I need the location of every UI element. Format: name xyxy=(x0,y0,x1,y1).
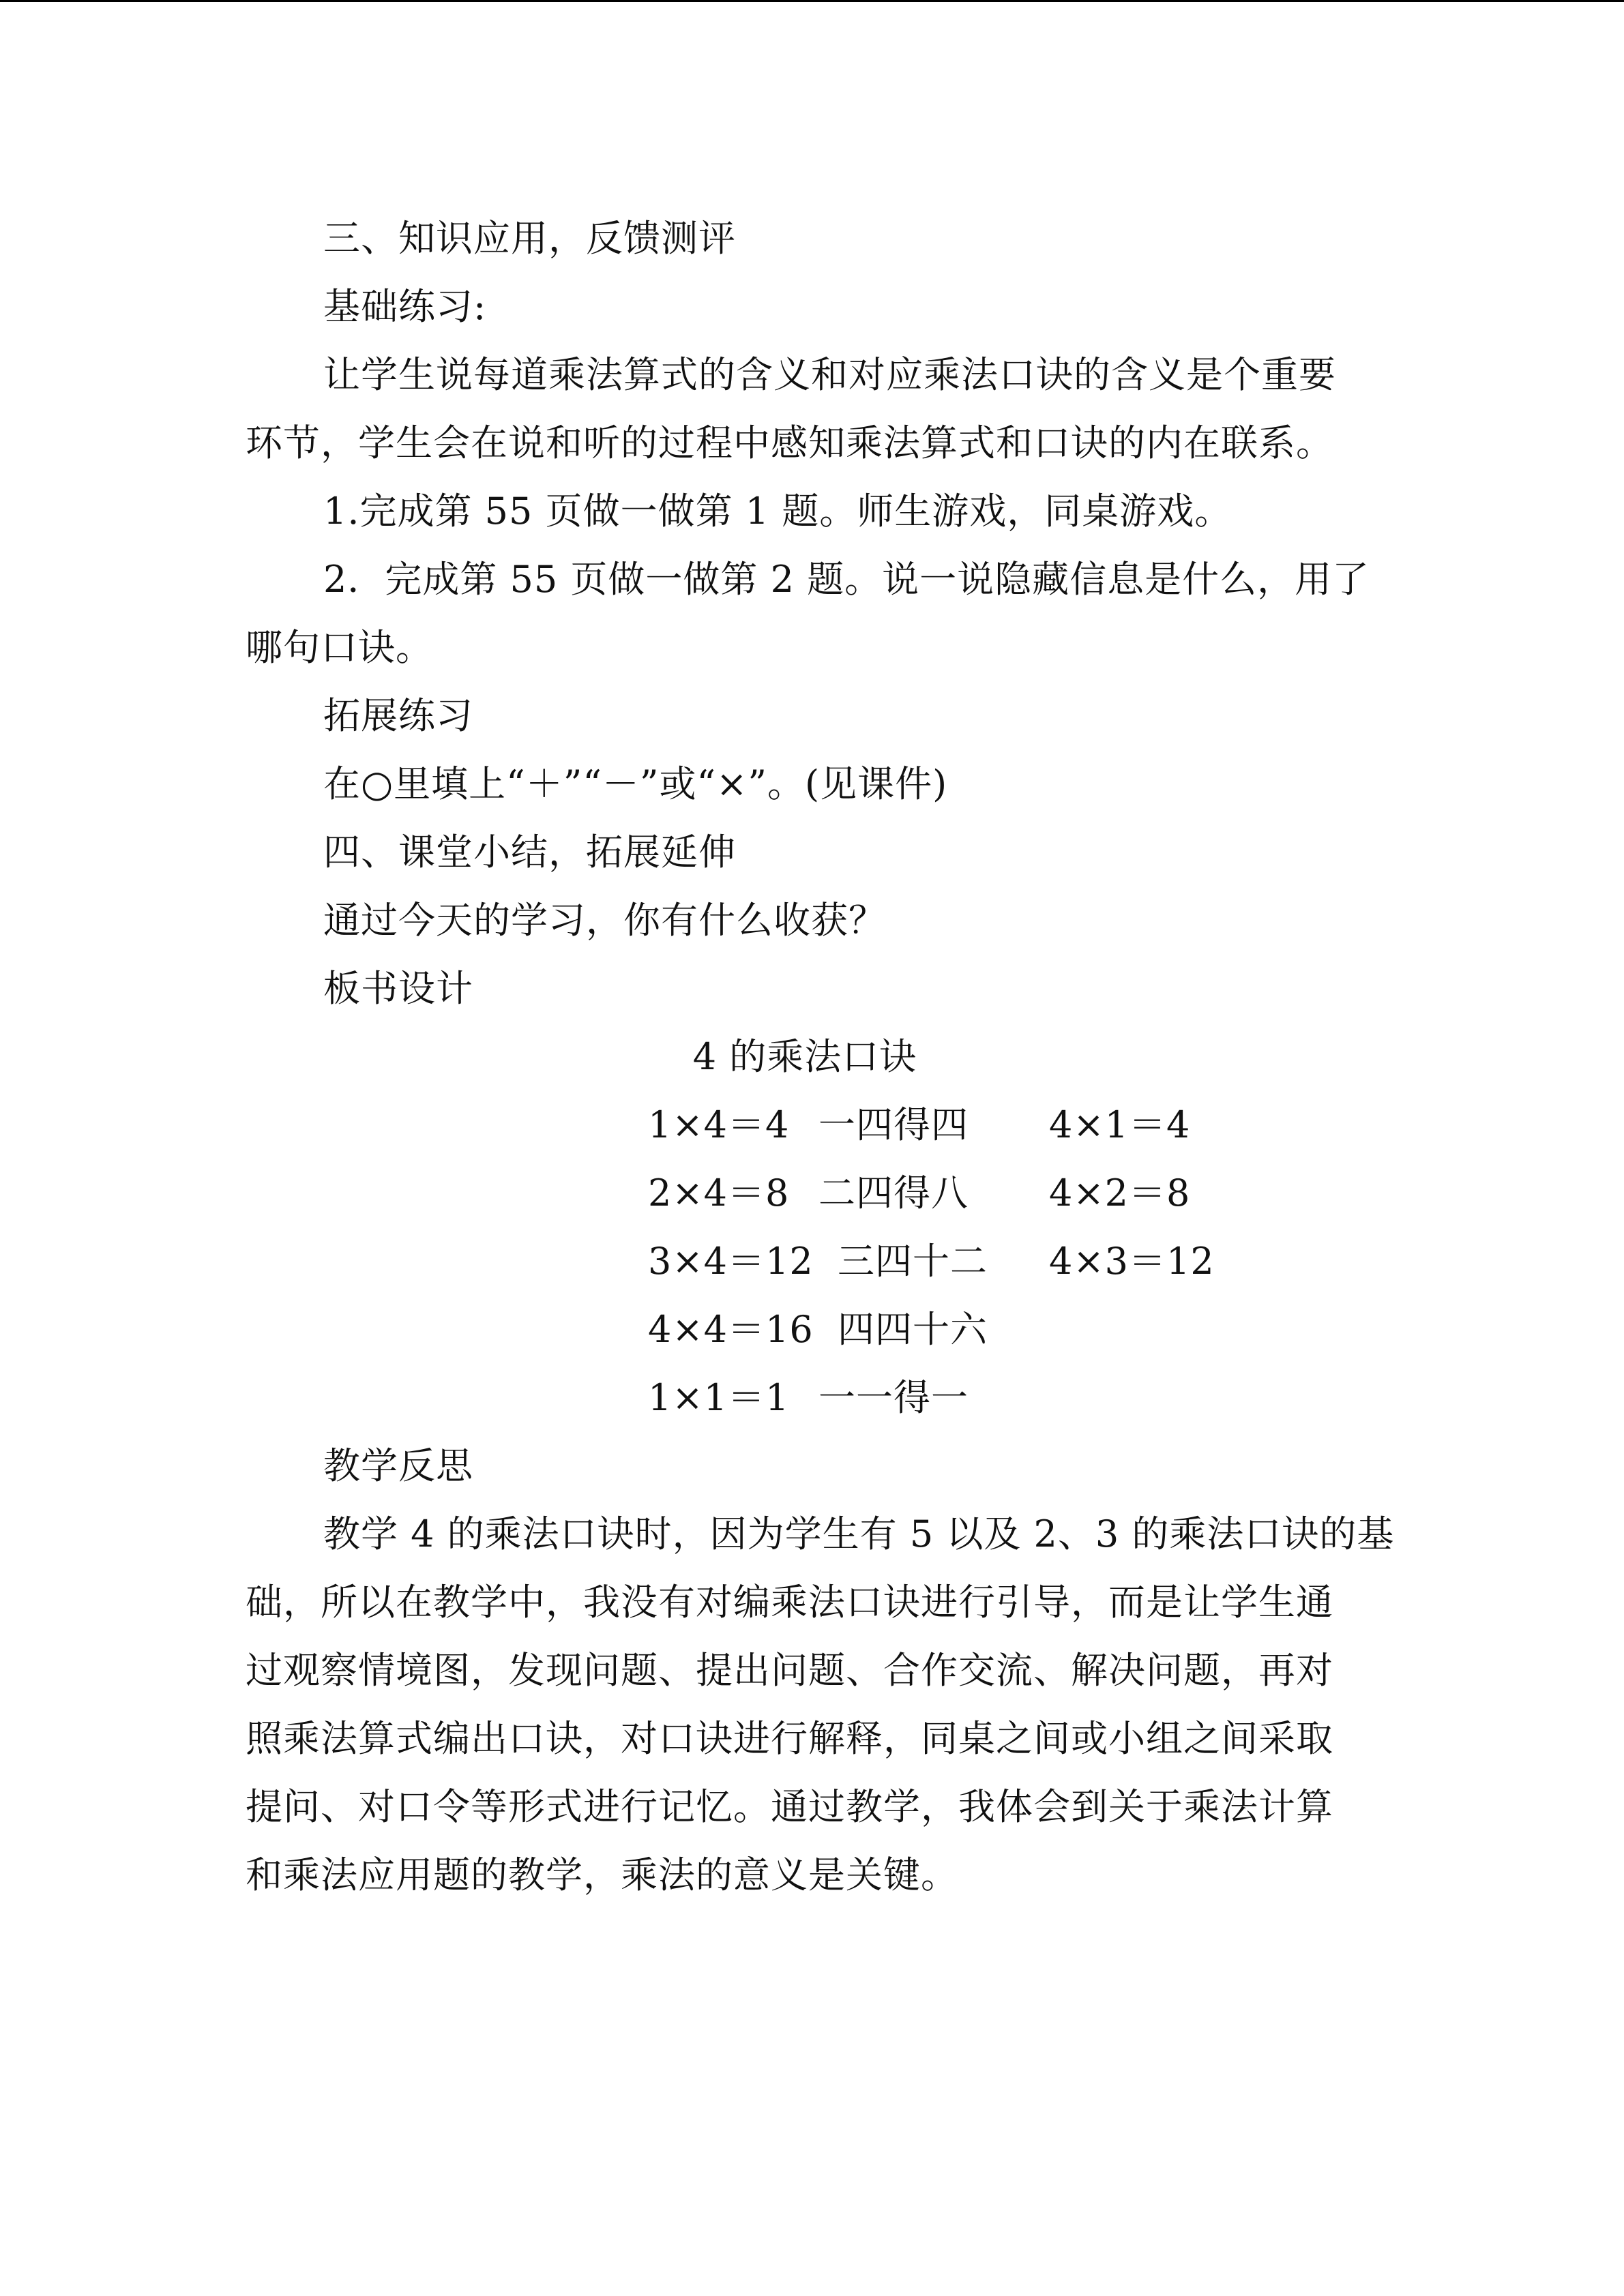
table-row xyxy=(246,1159,1378,1227)
equation-commuted: 4×1＝4 xyxy=(1049,1103,1191,1146)
section-3-heading: 三、知识应用，反馈测评 xyxy=(323,217,736,260)
extended-practice-text: 在○里填上“＋”“－”或“×”。(见课件) xyxy=(323,762,948,805)
equation-commuted: 4×2＝8 xyxy=(1049,1172,1191,1214)
rhyme: 一一得一 xyxy=(818,1376,969,1419)
equation-commuted: 4×3＝12 xyxy=(1049,1240,1215,1283)
exercise-item-2-line-1: 2．完成第 55 页做一做第 2 题。说一说隐藏信息是什么，用了 xyxy=(323,558,1370,601)
paragraph-1-line-2: 环节，学生会在说和听的过程中感知乘法算式和口诀的内在联系。 xyxy=(246,421,1333,464)
reflection-line-3: 过观察情境图，发现问题、提出问题、合作交流、解决问题，再对 xyxy=(246,1649,1333,1692)
reflection-line-6: 和乘法应用题的教学，乘法的意义是关键。 xyxy=(246,1853,958,1896)
rhyme: 三四十二 xyxy=(838,1240,988,1283)
summary-question: 通过今天的学习，你有什么收获？ xyxy=(323,899,886,942)
reflection-line-1: 教学 4 的乘法口诀时，因为学生有 5 以及 2、3 的乘法口诀的基 xyxy=(323,1512,1395,1555)
rhyme: 一四得四 xyxy=(818,1103,969,1146)
extended-practice-label: 拓展练习 xyxy=(323,694,473,737)
top-border-rule xyxy=(0,0,1624,2)
document-page xyxy=(246,205,1395,1909)
basic-practice-label: 基础练习: xyxy=(323,285,487,328)
table-row xyxy=(246,1227,1378,1296)
equation: 1×4＝4 xyxy=(648,1103,790,1146)
equation: 3×4＝12 xyxy=(648,1240,814,1283)
rhyme: 二四得八 xyxy=(818,1172,969,1214)
equation: 1×1＝1 xyxy=(648,1376,790,1419)
section-4-heading: 四、课堂小结，拓展延伸 xyxy=(323,831,736,874)
exercise-item-2-line-2: 哪句口诀。 xyxy=(246,626,433,669)
board-title: 4 的乘法口诀 xyxy=(692,1035,917,1078)
reflection-line-2: 础，所以在教学中，我没有对编乘法口诀进行引导，而是让学生通 xyxy=(246,1581,1333,1624)
reflection-line-4: 照乘法算式编出口诀，对口诀进行解释，同桌之间或小组之间采取 xyxy=(246,1717,1333,1760)
table-row xyxy=(246,1364,1378,1432)
table-row xyxy=(246,1296,1378,1364)
board-design-label: 板书设计 xyxy=(323,967,473,1010)
reflection-line-5: 提问、对口令等形式进行记忆。通过教学，我体会到关于乘法计算 xyxy=(246,1785,1333,1828)
equation: 2×4＝8 xyxy=(648,1172,790,1214)
equation: 4×4＝16 xyxy=(648,1308,814,1351)
reflection-heading: 教学反思 xyxy=(323,1444,473,1487)
exercise-item-1: 1.完成第 55 页做一做第 1 题。师生游戏，同桌游戏。 xyxy=(323,490,1232,533)
table-row xyxy=(246,1091,1378,1159)
rhyme: 四四十六 xyxy=(838,1308,988,1351)
paragraph-1-line-1: 让学生说每道乘法算式的含义和对应乘法口诀的含义是个重要 xyxy=(323,353,1336,396)
